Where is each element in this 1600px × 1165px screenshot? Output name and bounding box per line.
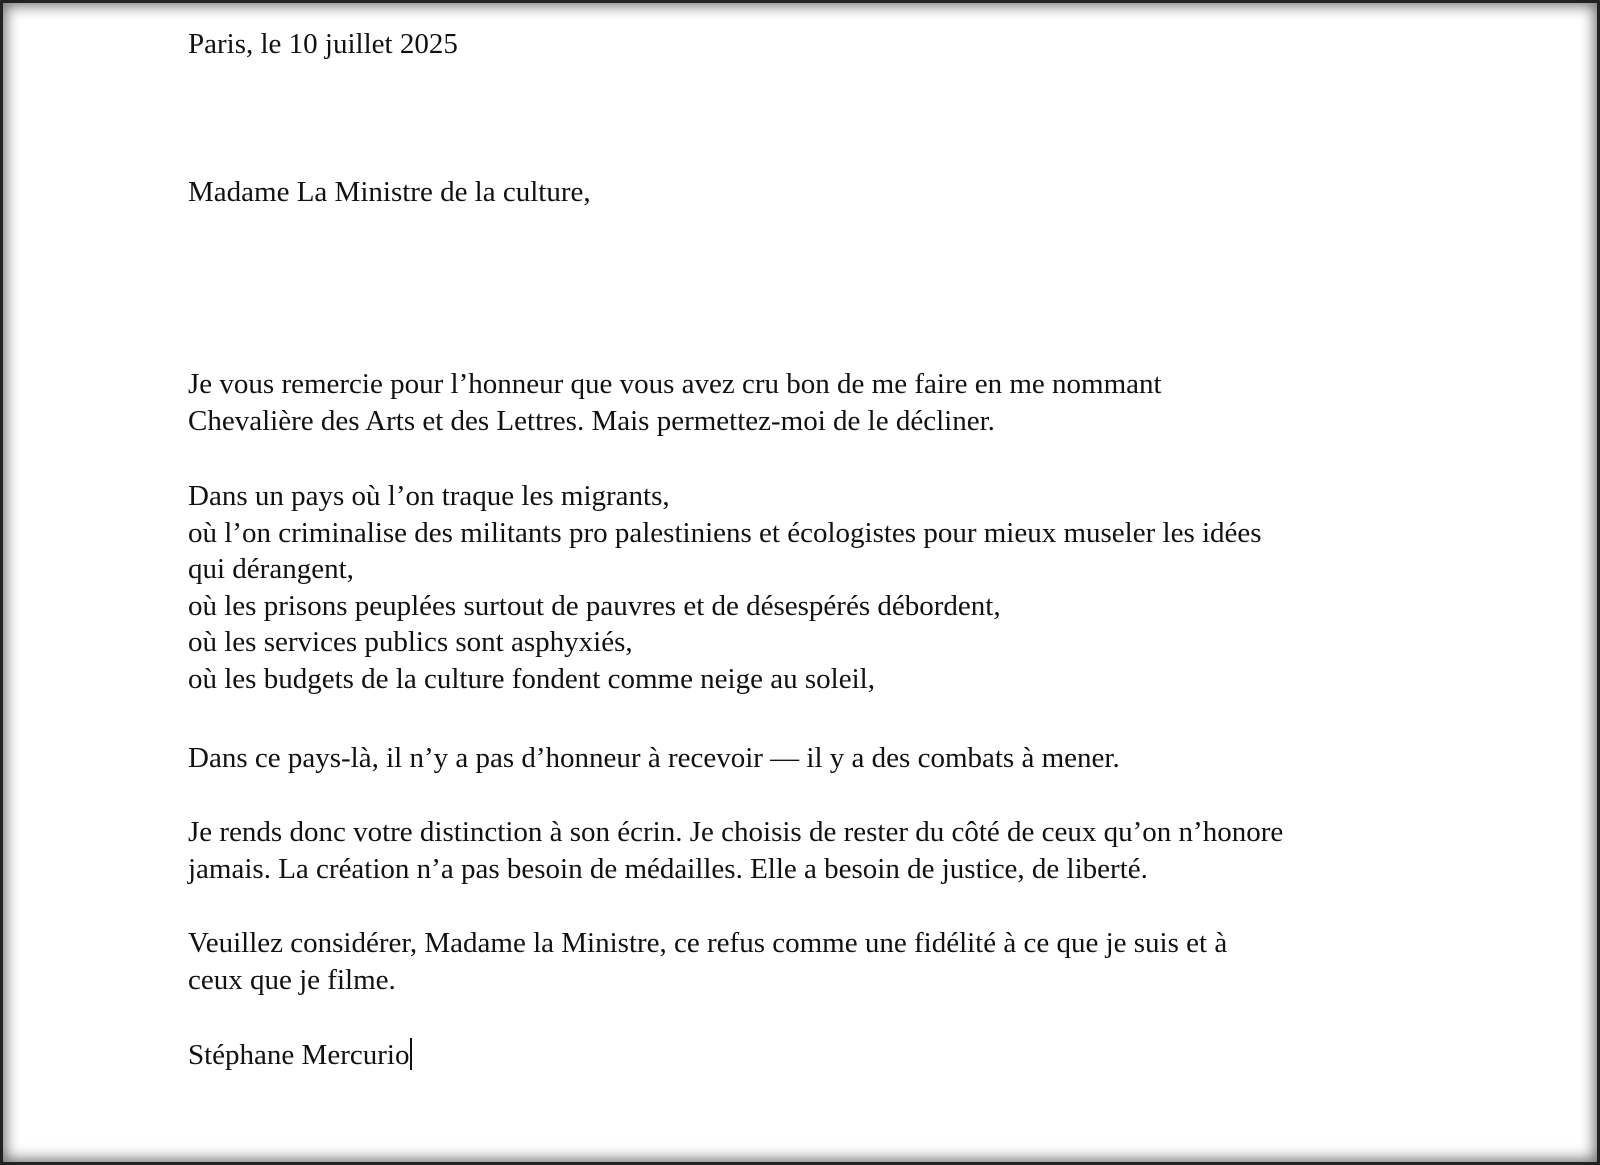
paragraph-closing <box>188 925 1227 998</box>
text-line: où les budgets de la culture fondent comme neige au soleil, <box>188 662 875 695</box>
text-line: où les prisons peuplées surtout de pauvres et de désespérés débordent, <box>188 589 1001 622</box>
paragraph-thanks <box>188 366 1162 439</box>
text-line: jamais. La création n’a pas besoin de médailles. Elle a besoin de justice, de liberté. <box>188 852 1148 885</box>
text-line: Dans ce pays-là, il n’y a pas d’honneur à recevoir — il y a des combats à mener. <box>188 742 1120 774</box>
letter-date: Paris, le 10 juillet 2025 <box>188 28 458 60</box>
signature-name: Stéphane Mercurio <box>188 1039 410 1071</box>
text-line: Je rends donc votre distinction à son écrin. Je choisis de rester du côté de ceux qu’on n’honore <box>188 816 1284 848</box>
paragraph-distinction <box>188 814 1283 887</box>
text-line: Je vous remercie pour l’honneur que vous avez cru bon de me faire en me nommant <box>188 368 1162 400</box>
text-line: Chevalière des Arts et des Lettres. Mais permettez-moi de le décliner. <box>188 404 995 437</box>
text-line: où l’on criminalise des militants pro palestiniens et écologistes pour mieux museler les idées <box>188 516 1262 549</box>
text-line: qui dérangent, <box>188 553 354 585</box>
paragraph-combats <box>188 740 1120 777</box>
text-line: ceux que je filme. <box>188 963 396 996</box>
text-line: où les services publics sont asphyxiés, <box>188 626 633 658</box>
letter-salutation: Madame La Ministre de la culture, <box>188 176 591 208</box>
paragraph-country <box>188 478 1262 697</box>
text-cursor <box>410 1038 412 1070</box>
text-line: Dans un pays où l’on traque les migrants, <box>188 480 670 512</box>
text-line: Veuillez considérer, Madame la Ministre, ce refus comme une fidélité à ce que je suis et à <box>188 927 1228 959</box>
signature-line <box>188 1037 412 1074</box>
